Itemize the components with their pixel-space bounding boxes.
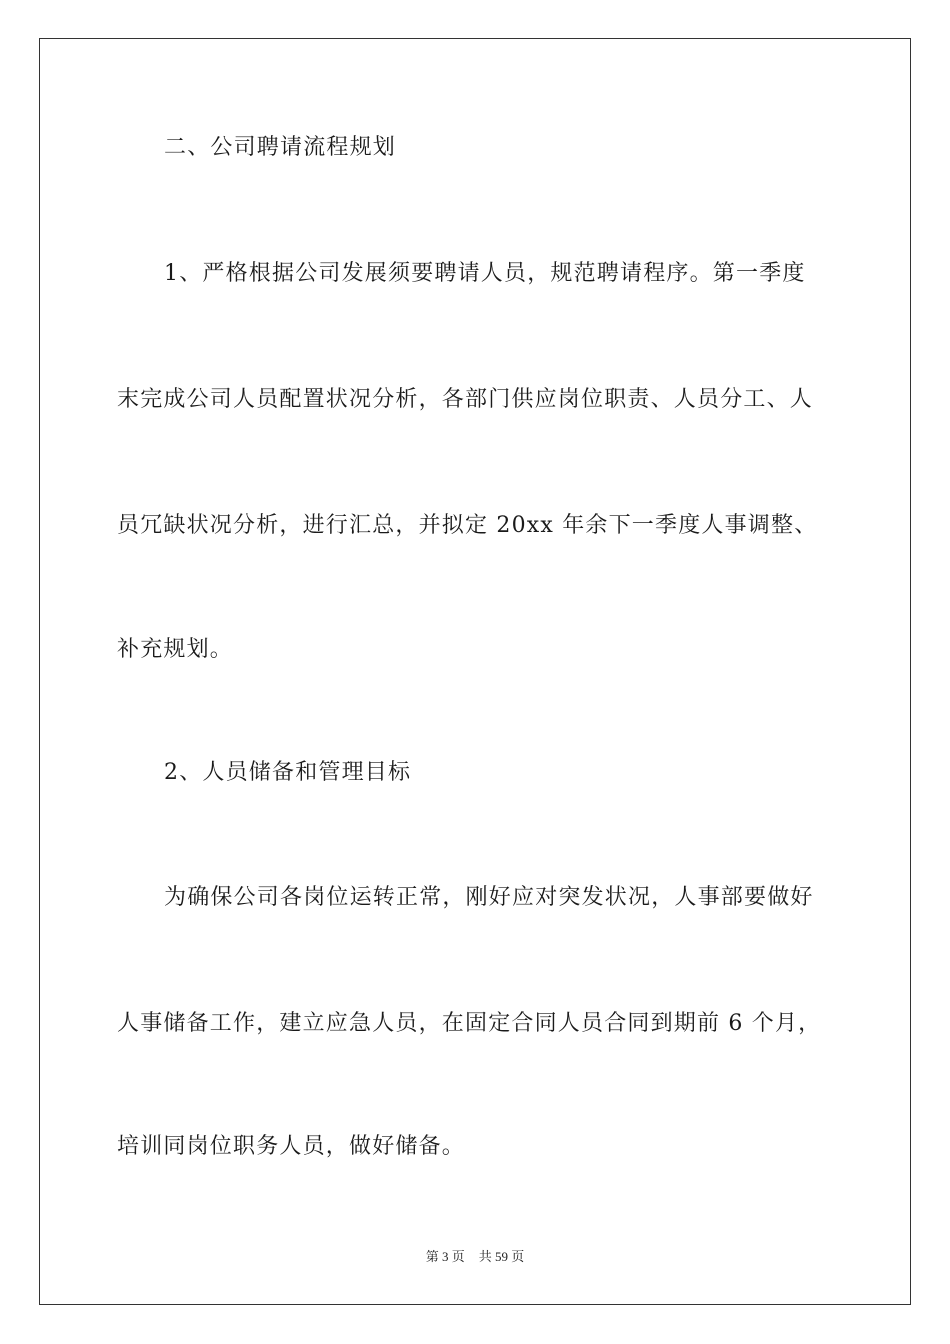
page-border <box>39 38 911 1305</box>
paragraph-line: 为确保公司各岗位运转正常，刚好应对突发状况，人事部要做好 <box>164 885 814 910</box>
paragraph-line: 人事储备工作，建立应急人员，在固定合同人员合同到期前 6 个月， <box>117 1011 822 1036</box>
paragraph-line: 补充规划。 <box>117 637 234 662</box>
paragraph-line: 1、严格根据公司发展须要聘请人员，规范聘请程序。第一季度 <box>164 261 806 286</box>
paragraph-line: 培训同岗位职务人员，做好储备。 <box>117 1134 466 1159</box>
page-footer <box>0 1246 950 1265</box>
page-total: 共 59 页 <box>478 1249 525 1264</box>
subsection-title: 2、人员储备和管理目标 <box>164 760 412 785</box>
page-number: 第 3 页 <box>425 1249 465 1264</box>
section-heading: 二、公司聘请流程规划 <box>164 135 397 160</box>
paragraph-line: 员冗缺状况分析，进行汇总，并拟定 20xx 年余下一季度人事调整、 <box>117 513 818 538</box>
paragraph-line: 末完成公司人员配置状况分析，各部门供应岗位职责、人员分工、人 <box>117 387 814 412</box>
